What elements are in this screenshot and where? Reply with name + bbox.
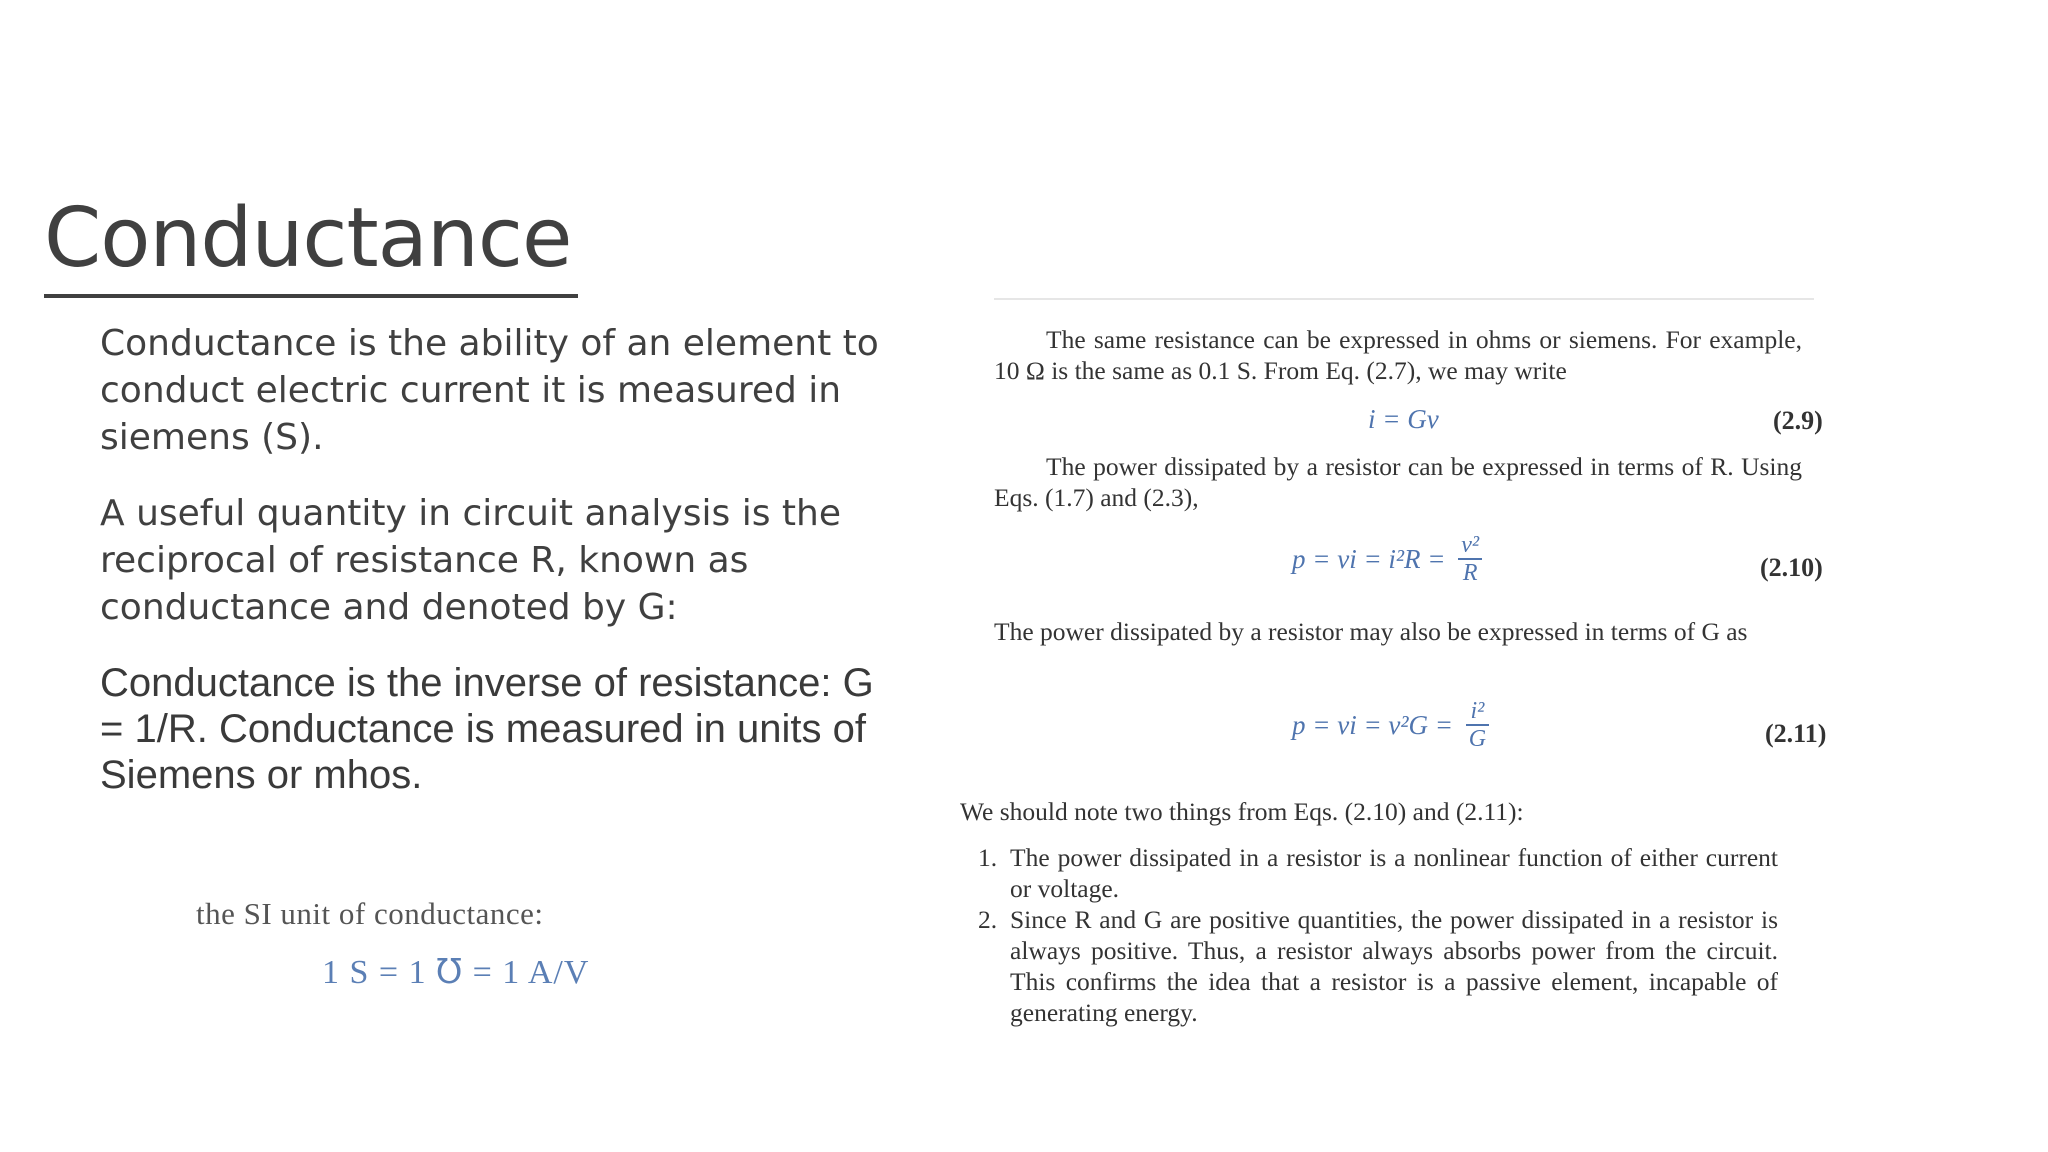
equation-number-2-11: (2.11) [1765,719,1827,748]
fraction: $\frac{\text{v²}}{R}$ [1458,532,1482,586]
list-item: 1. The power dissipated in a resistor is a nonlinear function of either current or voltage. [978,843,1778,903]
textbook-excerpt [960,296,1850,1056]
excerpt-paragraph-4: We should note two things from Eqs. (2.10) and (2.11): [960,797,1524,826]
equation-number-2-10: (2.10) [1760,553,1823,582]
si-unit-equation: 1 S = 1 ℧ = 1 A/V [322,954,590,991]
equation-2-9: i = Gv [1368,404,1439,434]
list-item: 2. Since R and G are positive quantities, the power dissipated in a resistor is always positive. Thus, a resistor always absorbs power from the circuit. This confirms the idea that a resistor is a passive element, incapable of generating energy. [978,905,1778,1027]
excerpt-paragraph-1: The same resistance can be expressed in ohms or siemens. For example, 10 Ω is the same as 0.1 S. From Eq. (2.7), we may write [994,325,1802,385]
paragraph-inverse: Conductance is the inverse of resistance: G = 1/R. Conductance is measured in units of Siemens or mhos. [100,661,874,797]
equation-2-11: p = vi = v²G = $\frac{\text{i²}}{G}$ [1292,698,1489,752]
notes-list [978,842,1778,1028]
fraction: $\frac{\text{i²}}{G}$ [1466,698,1489,752]
paragraph-definition: Conductance is the ability of an element to conduct electric current it is measured in siemens (S). [100,323,879,458]
title-underline [44,294,578,298]
equation-2-10: p = vi = i²R = $\frac{\text{v²}}{R}$ [1292,532,1482,586]
si-unit-intro: the SI unit of conductance: [196,896,544,931]
equation-number-2-9: (2.9) [1773,406,1823,435]
excerpt-paragraph-3: The power dissipated by a resistor may also be expressed in terms of G as [994,617,1748,646]
excerpt-top-rule [994,298,1814,300]
excerpt-paragraph-2: The power dissipated by a resistor can be expressed in terms of R. Using Eqs. (1.7) and (2.3), [994,452,1802,512]
paragraph-reciprocal: A useful quantity in circuit analysis is the reciprocal of resistance R, known as conductance and denoted by G: [100,493,841,628]
slide-title: Conductance [44,191,572,286]
